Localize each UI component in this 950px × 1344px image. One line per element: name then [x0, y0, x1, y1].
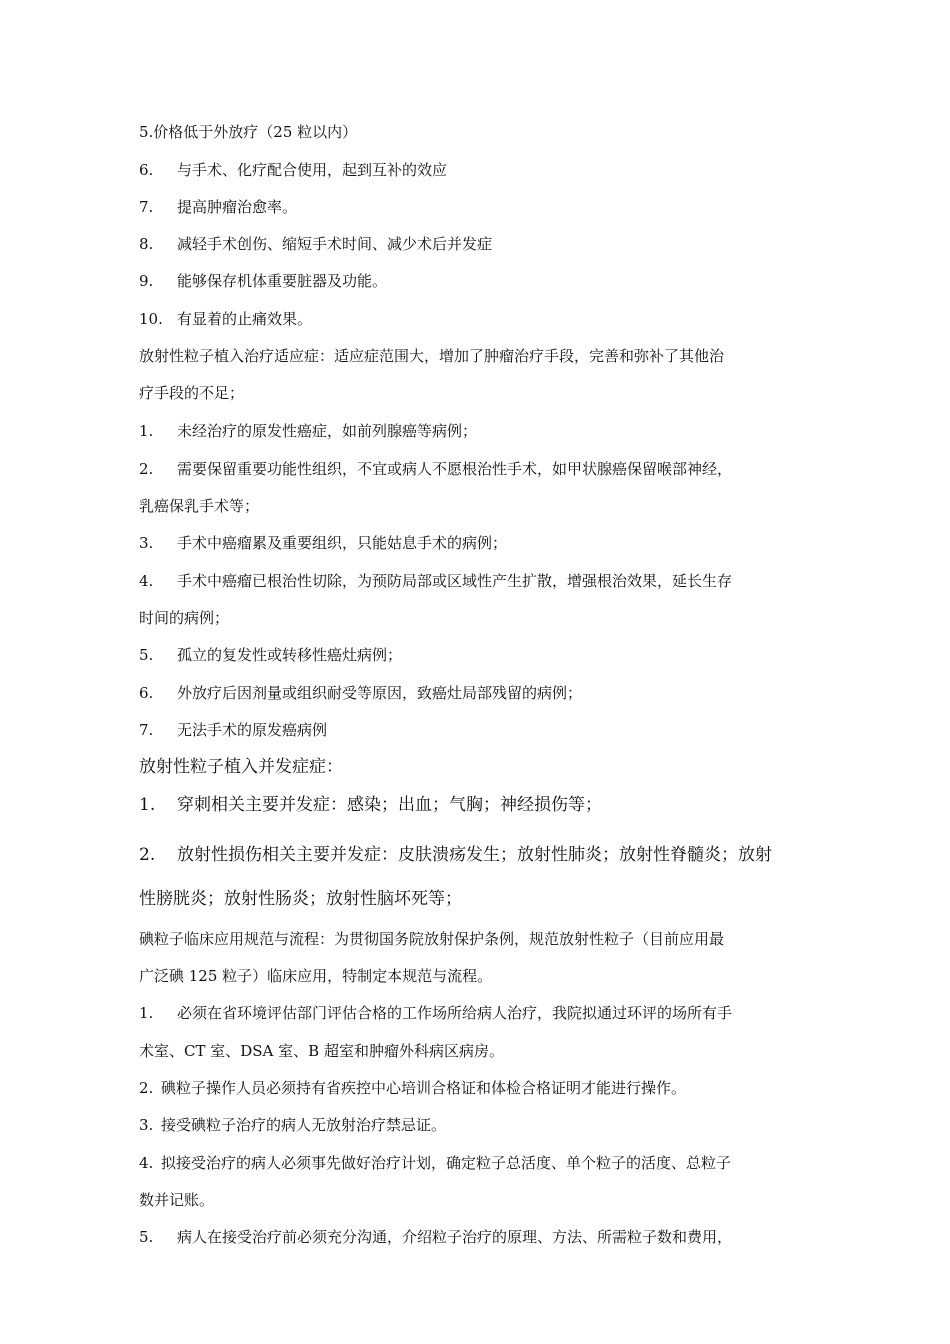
indications-heading-line2: 疗手段的不足；: [139, 384, 245, 402]
benefit-item-9: [139, 271, 819, 291]
list-number: 4.: [139, 1154, 154, 1172]
list-number: 2.: [139, 460, 154, 478]
complication-item-1: [139, 795, 819, 815]
list-text: 病人在接受治疗前必须充分沟通，介绍粒子治疗的原理、方法、所需粒子数和费用，: [177, 1228, 733, 1246]
list-text-continued: 时间的病例；: [139, 609, 230, 627]
benefit-item-6: [139, 160, 819, 180]
list-text: 碘粒子操作人员必须持有省疾控中心培训合格证和体检合格证明才能进行操作。: [161, 1079, 687, 1097]
list-number: 9.: [139, 272, 154, 290]
list-text-continued: 术室、CT 室、DSA 室、B 超室和肿瘤外科病区病房。: [139, 1042, 504, 1060]
procedure-item-4: [139, 1153, 819, 1173]
list-number: 7.: [139, 198, 154, 216]
list-number: 4.: [139, 572, 154, 590]
indications-heading-line1: 放射性粒子植入治疗适应症：适应症范围大，增加了肿瘤治疗手段，完善和弥补了其他治: [139, 347, 725, 365]
benefit-item-5-text: 5.价格低于外放疗（25 粒以内）: [139, 123, 358, 141]
indication-item-6: [139, 683, 819, 703]
list-text: 未经治疗的原发性癌症，如前列腺癌等病例；: [177, 422, 478, 440]
list-text: 无法手术的原发癌病例: [177, 721, 328, 739]
list-number: 2.: [139, 1079, 154, 1097]
list-text: 能够保存机体重要脏器及功能。: [177, 272, 388, 290]
list-number: 1.: [139, 1004, 154, 1022]
indications-heading-cont: [139, 383, 819, 403]
list-text-continued: 数并记账。: [139, 1191, 215, 1209]
benefit-item-8: [139, 234, 819, 254]
list-number: 1.: [139, 422, 154, 440]
list-number: 8.: [139, 235, 154, 253]
indication-item-2: [139, 459, 819, 479]
indication-item-4-cont: [139, 608, 819, 628]
list-number: 2.: [139, 845, 156, 865]
list-number: 3.: [139, 1116, 154, 1134]
procedure-heading-line2: 广泛碘 125 粒子）临床应用，特制定本规范与流程。: [139, 967, 493, 985]
list-number: 6.: [139, 684, 154, 702]
list-text: 孤立的复发性或转移性癌灶病例；: [177, 646, 403, 664]
list-text: 提高肿瘤治愈率。: [177, 198, 298, 216]
list-text: 减轻手术创伤、缩短手术时间、减少术后并发症: [177, 235, 493, 253]
complication-item-2: [139, 845, 819, 865]
procedure-heading-cont: [139, 966, 819, 986]
indication-item-1: [139, 421, 819, 441]
list-text: 穿刺相关主要并发症：感染；出血；气胸；神经损伤等；: [177, 795, 602, 815]
list-text: 需要保留重要功能性组织，不宜或病人不愿根治性手术，如甲状腺癌保留喉部神经，: [177, 460, 733, 478]
list-number: 5.: [139, 1228, 154, 1246]
list-number: 10.: [139, 310, 163, 328]
list-text: 拟接受治疗的病人必须事先做好治疗计划，确定粒子总活度、单个粒子的活度、总粒子: [161, 1154, 732, 1172]
procedure-heading: [139, 929, 819, 949]
complication-item-2-cont: [139, 889, 819, 909]
list-text: 手术中癌瘤累及重要组织，只能姑息手术的病例；: [177, 534, 508, 552]
benefit-item-10: [139, 309, 819, 329]
indication-item-4: [139, 571, 819, 591]
list-text: 接受碘粒子治疗的病人无放射治疗禁忌证。: [161, 1116, 447, 1134]
indications-heading: [139, 346, 819, 366]
benefit-item-5: [139, 122, 819, 142]
list-number: 7.: [139, 721, 154, 739]
list-text: 放射性损伤相关主要并发症：皮肤溃疡发生；放射性肺炎；放射性脊髓炎；放射: [177, 845, 772, 865]
list-text: 必须在省环境评估部门评估合格的工作场所给病人治疗，我院拟通过环评的场所有手: [177, 1004, 733, 1022]
list-text: 手术中癌瘤已根治性切除，为预防局部或区域性产生扩散，增强根治效果，延长生存: [177, 572, 733, 590]
indication-item-7: [139, 720, 819, 740]
procedure-item-3: [139, 1115, 819, 1135]
procedure-item-4-cont: [139, 1190, 819, 1210]
procedure-item-5: [139, 1227, 819, 1247]
procedure-heading-line1: 碘粒子临床应用规范与流程：为贯彻国务院放射保护条例，规范放射性粒子（目前应用最: [139, 930, 725, 948]
list-text: 与手术、化疗配合使用，起到互补的效应: [177, 161, 448, 179]
list-number: 3.: [139, 534, 154, 552]
procedure-item-1: [139, 1003, 819, 1023]
list-number: 6.: [139, 161, 154, 179]
list-text: 有显着的止痛效果。: [177, 310, 313, 328]
procedure-item-2: [139, 1078, 819, 1098]
indication-item-2-cont: [139, 496, 819, 516]
indication-item-5: [139, 645, 819, 665]
list-text-continued: 性膀胱炎；放射性肠炎；放射性脑坏死等；: [139, 889, 462, 909]
list-number: 1.: [139, 795, 156, 815]
list-text-continued: 乳癌保乳手术等；: [139, 497, 260, 515]
procedure-item-1-cont: [139, 1041, 819, 1061]
list-text: 外放疗后因剂量或组织耐受等原因，致癌灶局部残留的病例；: [177, 684, 583, 702]
complications-heading-text: 放射性粒子植入并发症症：: [139, 757, 343, 777]
indication-item-3: [139, 533, 819, 553]
list-number: 5.: [139, 646, 154, 664]
complications-heading: [139, 757, 819, 777]
benefit-item-7: [139, 197, 819, 217]
